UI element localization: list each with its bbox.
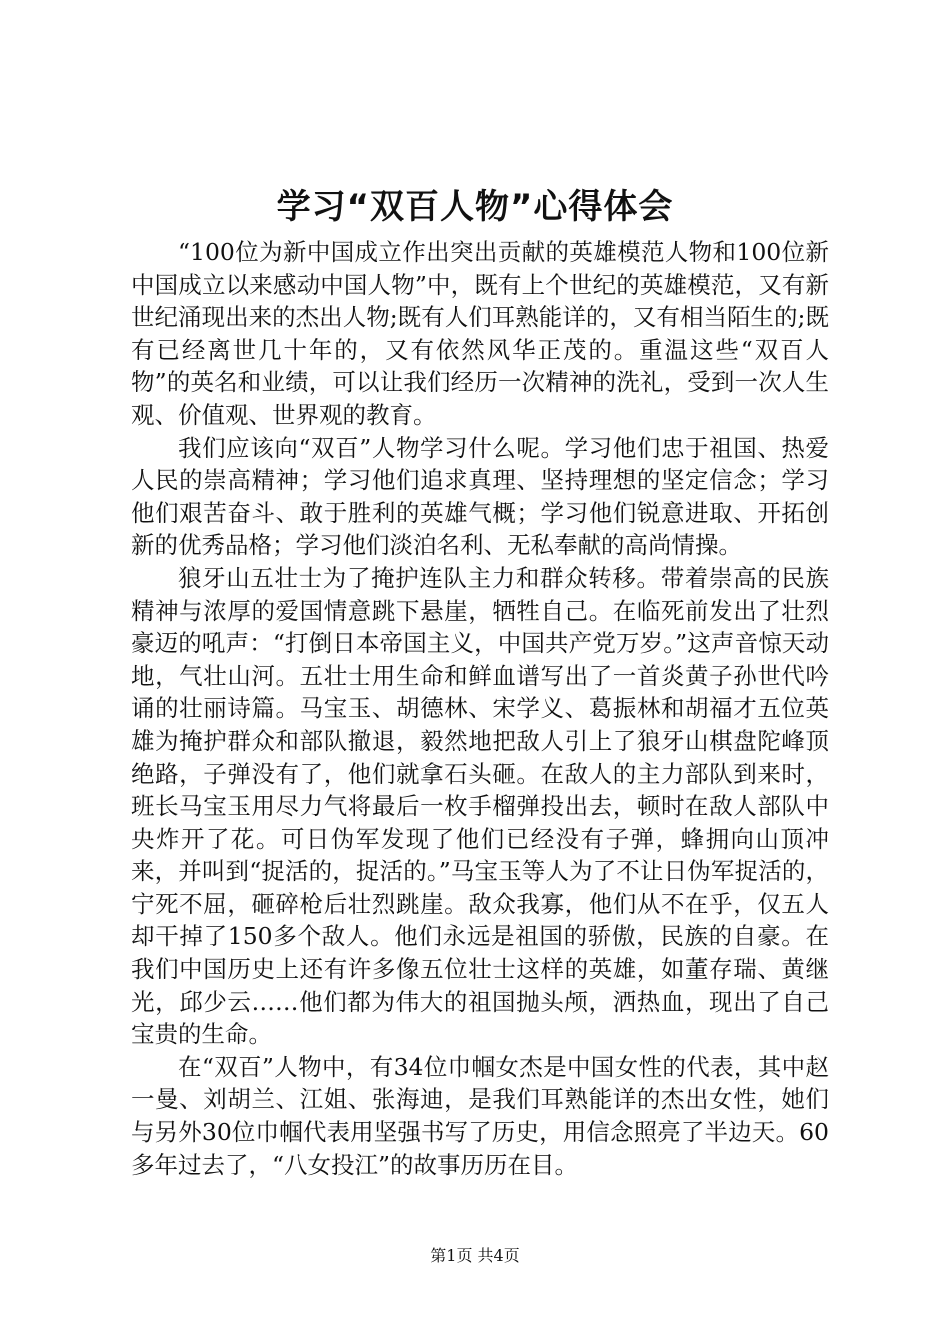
paragraph-1: “100位为新中国成立作出突出贡献的英雄模范人物和100位新中国成立以来感动中国人物”中，既有上个世纪的英雄模范，又有新世纪涌现出来的杰出人物;既有人们耳熟能详的，又有相当陌生的;既有已经离世几十年的，又有依然风华正茂的。重温这些“双百人物”的英名和业绩，可以让我们经历一次精神的洗礼，受到一次人生观、价值观、世界观的教育。	[131, 238, 829, 429]
paragraph-3: 狼牙山五壮士为了掩护连队主力和群众转移。带着崇高的民族精神与浓厚的爱国情意跳下悬崖，牺牲自己。在临死前发出了壮烈豪迈的吼声：“打倒日本帝国主义，中国共产党万岁。”这声音惊天动地，气壮山河。五壮士用生命和鲜血谱写出了一首炎黄子孙世代吟诵的壮丽诗篇。马宝玉、胡德林、宋学义、葛振林和胡福才五位英雄为掩护群众和部队撤退，毅然地把敌人引上了狼牙山棋盘陀峰顶绝路，子弹没有了，他们就拿石头砸。在敌人的主力部队到来时，班长马宝玉用尽力气将最后一枚手榴弹投出去，顿时在敌人部队中央炸开了花。可日伪军发现了他们已经没有子弹，蜂拥向山顶冲来，并叫到“捉活的，捉活的。”马宝玉等人为了不让日伪军捉活的，宁死不屈，砸碎枪后壮烈跳崖。敌众我寡，他们从不在乎，仅五人却干掉了150多个敌人。他们永远是祖国的骄傲，民族的自豪。在我们中国历史上还有许多像五位壮士这样的英雄，如董存瑞、黄继光，邱少云……他们都为伟大的祖国抛头颅，洒热血，现出了自己宝贵的生命。	[131, 563, 829, 1049]
page-footer	[0, 1245, 950, 1267]
document-body	[131, 236, 829, 1181]
paragraph-4: 在“双百”人物中，有34位巾帼女杰是中国女性的代表，其中赵一曼、刘胡兰、江姐、张海迪，是我们耳熟能详的杰出女性，她们与另外30位巾帼代表用坚强书写了历史，用信念照亮了半边天。60多年过去了，“八女投江”的故事历历在目。	[131, 1052, 829, 1179]
page-number: 第1页 共4页	[430, 1246, 520, 1265]
paragraph-2: 我们应该向“双百”人物学习什么呢。学习他们忠于祖国、热爱人民的崇高精神；学习他们追求真理、坚持理想的坚定信念；学习他们艰苦奋斗、敢于胜利的英雄气概；学习他们锐意进取、开拓创新的优秀品格；学习他们淡泊名利、无私奉献的高尚情操。	[131, 433, 829, 560]
document-title: 学习“双百人物”心得体会	[276, 187, 674, 227]
